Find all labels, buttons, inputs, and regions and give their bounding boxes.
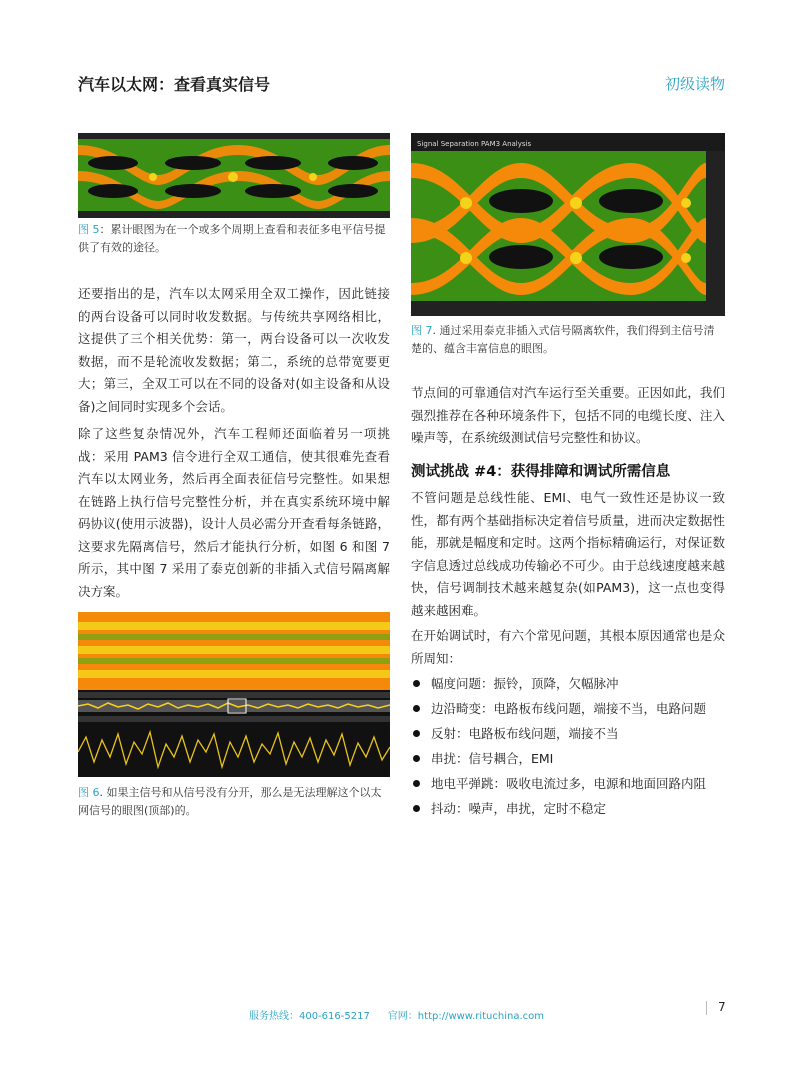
list-item: 串扰：信号耦合，EMI bbox=[411, 746, 725, 771]
bullet-icon bbox=[413, 780, 420, 787]
figure-6-eye-diagram bbox=[78, 612, 390, 777]
left-paragraph-2: 除了这些复杂情况外，汽车工程师还面临着另一项挑战：采用 PAM3 信令进行全双工通信，使其很难先查看汽车以太网业务，然后再全面表征信号完整性。如果想在链路上执行信号完整性分析，并在真实系统环境中解码协议(使用示波器)，设计人员必需分开查看每条链路，这要求先隔离信号，然后才能执行分析，如图 6 和图 7 所示，其中图 7 采用了泰克创新的非插入式信号隔离解决方案。 bbox=[78, 426, 390, 599]
bullet-icon bbox=[413, 805, 420, 812]
list-item: 边沿畸变：电路板布线问题，端接不当，电路问题 bbox=[411, 696, 725, 721]
list-item: 抖动：噪声，串扰，定时不稳定 bbox=[411, 796, 725, 821]
section-tag: 初级读物 bbox=[664, 75, 725, 93]
figure-7-caption: 图 7. 通过采用泰克非插入式信号隔离软件，我们得到主信号清楚的、蕴含丰富信息的眼图。 bbox=[411, 324, 715, 355]
bullet-icon bbox=[413, 730, 420, 737]
bullet-icon bbox=[413, 755, 420, 762]
figure-6-caption: 图 6. 如果主信号和从信号没有分开，那么是无法理解这个以太网信号的眼图(顶部)的。 bbox=[78, 786, 382, 817]
list-item: 地电平弹跳：吸收电流过多，电源和地面回路内阻 bbox=[411, 771, 725, 796]
right-paragraph-2: 不管问题是总线性能、EMI、电气一致性还是协议一致性，都有两个基础指标决定着信号质量，进而决定数据性能，那就是幅度和定时。这两个指标精确运行，对保证数字信息透过总线成功传输必不可少。由于总线速度越来越快，信号调制技术越来越复杂(如PAM3)，这一点也变得越来越困难。 bbox=[411, 490, 725, 618]
common-issues-list bbox=[411, 671, 725, 821]
figure-5-eye-diagram bbox=[78, 133, 390, 218]
bullet-icon bbox=[413, 680, 420, 687]
list-item: 反射：电路板布线问题，端接不当 bbox=[411, 721, 725, 746]
figure-7-screen-title: Signal Separation PAM3 Analysis bbox=[417, 140, 532, 148]
page-title: 汽车以太网：查看真实信号 bbox=[78, 75, 271, 94]
figure-7-eye-diagram bbox=[411, 133, 725, 316]
footer bbox=[0, 1007, 793, 1022]
bullet-icon bbox=[413, 705, 420, 712]
figure-5-caption: 图 5：累计眼图为在一个或多个周期上查看和表征多电平信号提供了有效的途径。 bbox=[78, 223, 386, 254]
footer-hotline: 服务热线：400-616-5217 bbox=[248, 1011, 370, 1022]
page-number-divider bbox=[706, 1001, 707, 1015]
page-number: 7 bbox=[718, 1000, 726, 1014]
right-paragraph-3: 在开始调试时，有六个常见问题，其根本原因通常也是众所周知： bbox=[411, 628, 725, 666]
left-paragraph-1: 还要指出的是，汽车以太网采用全双工操作，因此链接的两台设备可以同时收发数据。与传统共享网络相比，这提供了三个相关优势：第一，两台设备可以一次收发数据，而不是轮流收发数据；第二，系统的总带宽要更大；第三，全双工可以在不同的设备对(如主设备和从设备)之间同时实现多个会话。 bbox=[78, 286, 390, 414]
list-item: 幅度问题：振铃，顶降，欠幅脉冲 bbox=[411, 671, 725, 696]
section-heading-test-challenge-4: 测试挑战 #4：获得排障和调试所需信息 bbox=[411, 464, 671, 480]
footer-website-link[interactable]: 官网：http://www.rituchina.com bbox=[387, 1011, 545, 1022]
right-paragraph-1: 节点间的可靠通信对汽车运行至关重要。正因如此，我们强烈推荐在各种环境条件下，包括不同的电缆长度、注入噪声等，在系统级测试信号完整性和协议。 bbox=[411, 385, 725, 445]
